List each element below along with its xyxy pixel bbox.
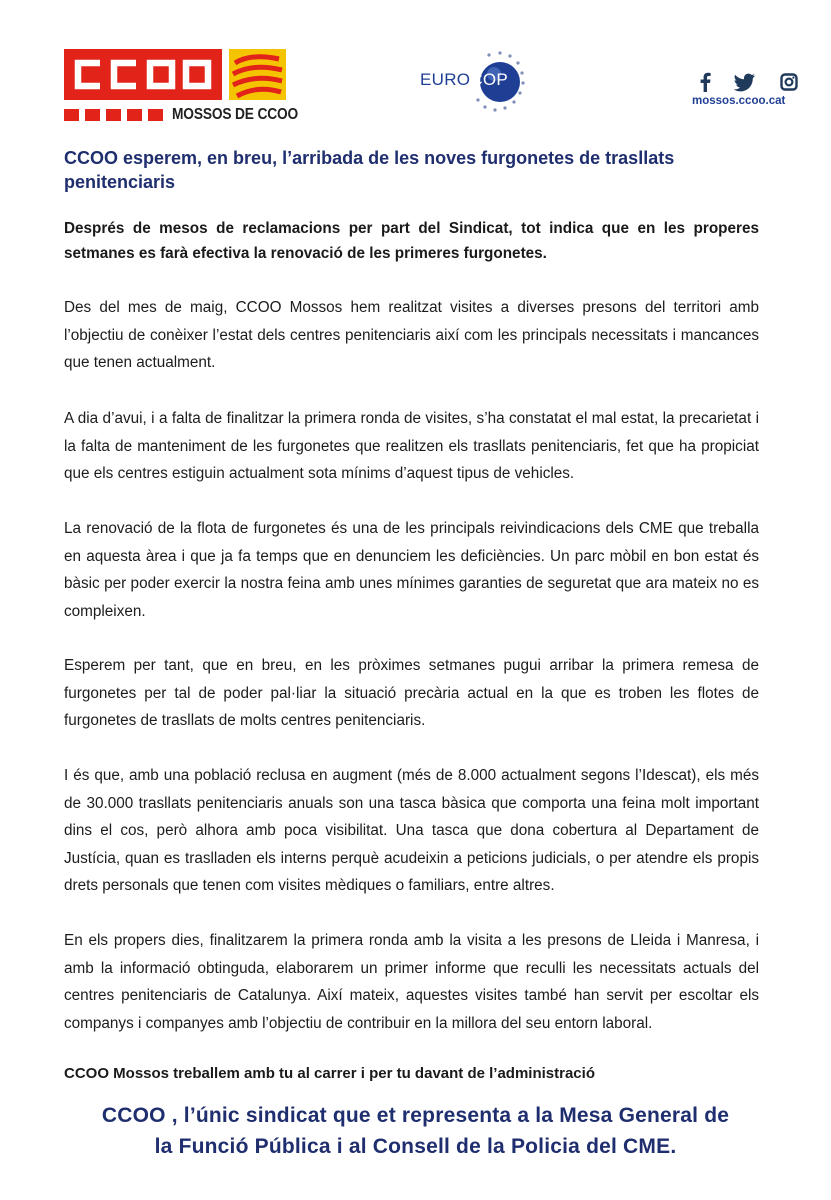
paragraph-3: La renovació de la flota de furgonetes és una de les principals reivindicacions dels CME que treballa en aquesta àrea i que ja fa temps que en denunciem les deficiències. Un parc mòbil en bon estat és bàsic per poder exercir la nostra feina amb unes mínimes garanties de seguretat que ara mateix no es compleixen. (64, 520, 759, 620)
mossos-de-ccoo-label: MOSSOS DE CCOO (172, 106, 299, 123)
eurocop-euro-text: EURO (420, 70, 471, 89)
paragraph-1: Des del mes de maig, CCOO Mossos hem realitzat visites a diverses presons del territori amb l’objectiu de conèixer l’estat dels centres penitenciaris així com les principals necessitats i mancances que tenen actualment. (64, 299, 759, 371)
closing-statement: CCOO Mossos treballem amb tu al carrer i per tu davant de l’administració (64, 1065, 595, 1082)
paragraph-4: Esperem per tant, que en breu, en les pròximes setmanes pugui arribar la primera remesa de furgonetes per tal de poder pal·liar la situació precària actual en la que es troben les flotes de furgonetes de trasllats de molts centres penitenciaris. (64, 657, 759, 729)
facebook-icon[interactable] (696, 72, 714, 92)
article-title: CCOO esperem, en breu, l’arribada de les noves furgonetes de trasllats penitenciaris (64, 148, 675, 192)
paragraph-2: A dia d’avui, i a falta de finalitzar la primera ronda de visites, s’ha constatat el mal estat, la precarietat i la falta de manteniment de les furgonetes que realitzen els trasllats penitenciaris, fet que ha propiciat que els centres estiguin actualment sota mínims d’aquest tipus de vehicles. (64, 410, 759, 482)
eurocop-logo (418, 50, 533, 115)
eurocop-wordmark (420, 70, 508, 90)
footer-line-1: CCOO , l’únic sindicat que et representa a la Mesa General de (101, 1104, 730, 1127)
footer-line-2: la Funció Pública i al Consell de la Policia del CME. (154, 1135, 677, 1158)
senyera-flag-icon (229, 49, 286, 100)
eurocop-cop-text: COP (470, 70, 509, 89)
article-lead: Després de mesos de reclamacions per part del Sindicat, tot indica que en les properes setmanes es farà efectiva la renovació de les primeres furgonetes. (64, 220, 759, 262)
paragraph-5: I és que, amb una població reclusa en augment (més de 8.000 actualment segons l’Idescat), els més de 30.000 trasllats penitenciaris anuals son una tasca bàsica que comporta una feina molt important dins el cos, però alhora amb poca visibilitat. Una tasca que dona cobertura al Departament de Justícia, quan es traslladen els interns perquè acudeixin a peticions judicials, o per atendre els propis drets personals que tenen com visites mèdiques o familiars, entre altres. (64, 767, 759, 894)
ccoo-logo (64, 49, 299, 124)
paragraph-6: En els propers dies, finalitzarem la primera ronda amb la visita a les presons de Lleida i Manresa, i amb la informació obtinguda, elaborarem un primer informe que reculli les necessitats actuals del centres penitenciaris de Catalunya. Així mateix, aquestes visites també han servit per escoltar els companys i companyes amb l’objectiu de contribuir en la millora del seu entorn laboral. (64, 932, 759, 1032)
ccoo-logo-letters (64, 49, 222, 100)
social-links (690, 72, 800, 112)
website-link[interactable]: mossos.ccoo.cat (692, 95, 786, 107)
footer-slogan (40, 1100, 791, 1162)
letterhead (0, 0, 831, 135)
twitter-icon[interactable] (734, 72, 756, 92)
ccoo-logo-dashes (64, 109, 164, 121)
instagram-icon[interactable] (780, 72, 798, 92)
